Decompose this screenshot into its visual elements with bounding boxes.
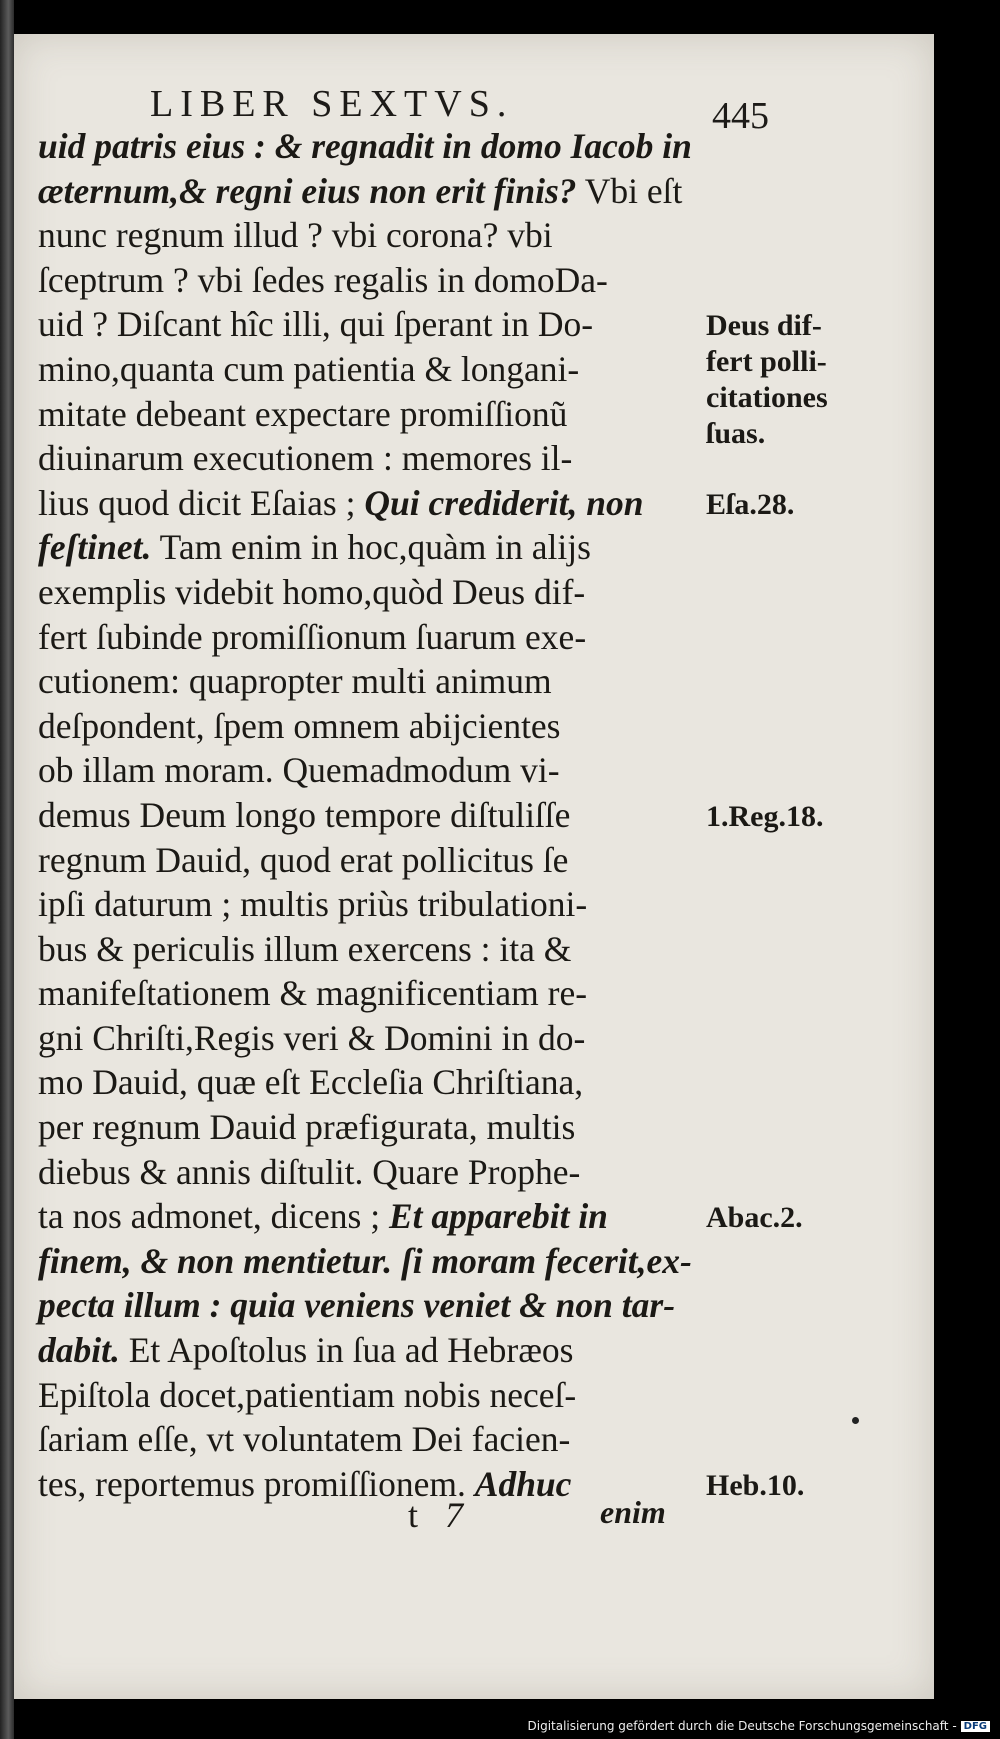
text-line xyxy=(38,481,698,526)
text-line xyxy=(38,1417,698,1462)
text-line xyxy=(38,838,698,883)
roman-segment: bus & periculis illum exercens : ita & xyxy=(38,928,572,969)
text-line xyxy=(38,927,698,972)
text-line xyxy=(38,302,698,347)
digitization-credit xyxy=(528,1719,991,1733)
roman-segment: ſceptrum ? vbi ſedes regalis in domoDa- xyxy=(38,259,608,300)
text-line xyxy=(38,971,698,1016)
roman-segment: deſpondent, ſpem omnem abijcientes xyxy=(38,705,561,746)
roman-segment: uid ? Diſcant hîc illi, qui ſperant in Do- xyxy=(38,304,594,345)
text-line xyxy=(38,1150,698,1195)
italic-segment: Qui crediderit, non xyxy=(364,482,644,523)
text-line xyxy=(38,659,698,704)
italic-segment: Et apparebit in xyxy=(388,1196,608,1237)
text-line xyxy=(38,1328,698,1373)
roman-segment: ipſi daturum ; multis priùs tribulationi- xyxy=(38,884,588,925)
book-gutter xyxy=(0,0,14,1739)
catchword: enim xyxy=(600,1494,666,1530)
italic-segment: feſtinet. xyxy=(38,527,152,568)
margin-note: Deus dif- fert polli- citationes ſuas. xyxy=(706,309,828,451)
text-line xyxy=(38,748,698,793)
signature-number: 7 xyxy=(445,1495,464,1535)
roman-segment: mitate debeant expectare promiſſionũ xyxy=(38,393,568,434)
signature-letter: t xyxy=(408,1495,419,1535)
italic-segment: Adhuc xyxy=(474,1463,572,1504)
text-line xyxy=(38,124,698,169)
margin-note: Abac.2. xyxy=(706,1201,803,1235)
italic-segment: finem, & non mentietur. ſi moram fecerit,ex- xyxy=(38,1240,692,1281)
text-line xyxy=(38,258,698,303)
italic-segment: æternum,& regni eius non erit finis? xyxy=(38,170,577,211)
roman-segment: gni Chriſti,Regis veri & Domini in do- xyxy=(38,1017,586,1058)
text-line xyxy=(38,392,698,437)
text-line xyxy=(38,525,698,570)
margin-note: Eſa.28. xyxy=(706,487,795,521)
text-line xyxy=(38,1016,698,1061)
text-line xyxy=(38,1283,698,1328)
dfg-logo: DFG xyxy=(961,1721,990,1732)
roman-segment: diebus & annis diſtulit. Quare Prophe- xyxy=(38,1151,581,1192)
text-line xyxy=(38,1194,698,1239)
roman-segment: Epiſtola docet,patientiam nobis neceſ- xyxy=(38,1374,577,1415)
body-text xyxy=(38,124,698,1506)
roman-segment: exemplis videbit homo,quòd Deus dif- xyxy=(38,571,586,612)
italic-segment: uid patris eius : & regnadit in domo Iacob in xyxy=(38,126,692,166)
text-line xyxy=(38,793,698,838)
signature-mark xyxy=(408,1494,463,1536)
ink-spot xyxy=(852,1417,859,1424)
text-line xyxy=(38,347,698,392)
roman-segment: mino,quanta cum patientia & longani- xyxy=(38,348,580,389)
roman-segment: lius quod dicit Eſaias ; xyxy=(38,482,365,523)
text-line xyxy=(38,1462,698,1507)
roman-segment: mo Dauid, quæ eſt Eccleſia Chriſtiana, xyxy=(38,1062,584,1103)
roman-segment: ob illam moram. Quemadmodum vi- xyxy=(38,750,560,791)
text-line xyxy=(38,882,698,927)
text-line xyxy=(38,570,698,615)
roman-segment: Et Apoſtolus in ſua ad Hebræos xyxy=(119,1330,574,1371)
roman-segment: tes, reportemus promiſſionem. xyxy=(38,1463,475,1504)
running-header: LIBER SEXTVS. xyxy=(150,83,514,125)
roman-segment: cutionem: quapropter multi animum xyxy=(38,661,552,702)
text-line xyxy=(38,1060,698,1105)
roman-segment: regnum Dauid, quod erat pollicitus ſe xyxy=(38,839,569,880)
roman-segment: nunc regnum illud ? vbi corona? vbi xyxy=(38,215,553,256)
roman-segment: Tam enim in hoc,quàm in alijs xyxy=(151,527,591,568)
credit-text: Digitalisierung gefördert durch die Deutsche Forschungsgemeinschaft - xyxy=(527,1719,957,1733)
text-line xyxy=(38,1373,698,1418)
text-line xyxy=(38,1239,698,1284)
margin-note: Heb.10. xyxy=(706,1469,805,1502)
roman-segment: fert ſubinde promiſſionum ſuarum exe- xyxy=(38,616,587,657)
roman-segment: diuinarum executionem : memores il- xyxy=(38,438,573,479)
text-line xyxy=(38,1105,698,1150)
roman-segment: Vbi eſt xyxy=(576,170,683,211)
text-line xyxy=(38,213,698,258)
roman-segment: ta nos admonet, dicens ; xyxy=(38,1196,389,1237)
italic-segment: pecta illum : quia veniens veniet & non tar- xyxy=(38,1285,676,1326)
text-line xyxy=(38,169,698,214)
page-number: 445 xyxy=(712,95,769,137)
roman-segment: ſariam eſſe, vt voluntatem Dei facien- xyxy=(38,1419,571,1460)
text-line xyxy=(38,436,698,481)
text-line xyxy=(38,615,698,660)
roman-segment: manifeſtationem & magnificentiam re- xyxy=(38,973,588,1014)
margin-note: 1.Reg.18. xyxy=(706,800,824,833)
roman-segment: demus Deum longo tempore diſtuliſſe xyxy=(38,794,571,835)
text-line xyxy=(38,704,698,749)
roman-segment: per regnum Dauid præfigurata, multis xyxy=(38,1107,576,1148)
italic-segment: dabit. xyxy=(38,1330,120,1371)
